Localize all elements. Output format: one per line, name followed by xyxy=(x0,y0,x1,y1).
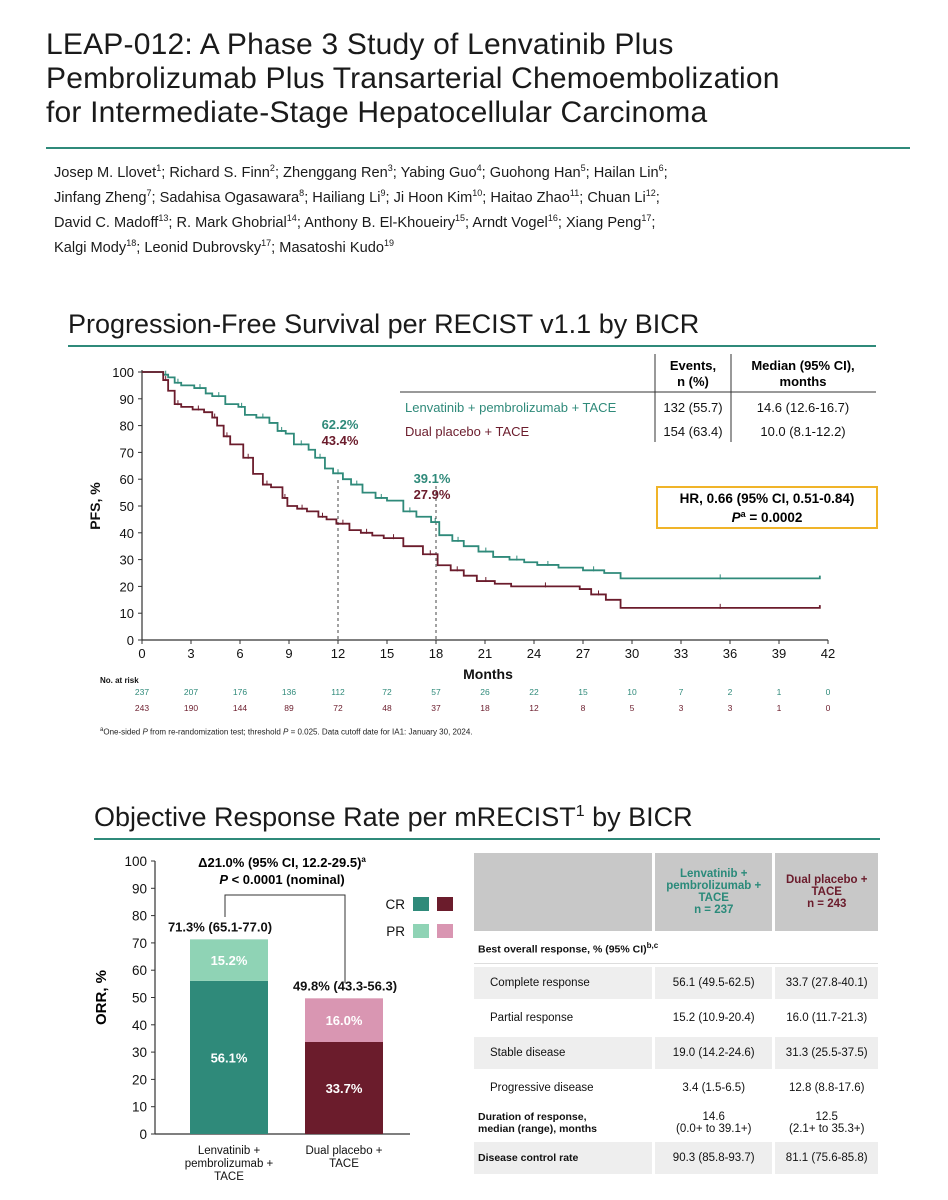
author-separator: ; xyxy=(481,164,490,181)
author-name: David C. Madoff xyxy=(54,214,159,231)
value-lenvatinib: 14.6 (0.0+ to 39.1+) xyxy=(655,1107,772,1139)
orr-section-rule xyxy=(94,838,880,840)
x-tick-label: 6 xyxy=(236,646,244,661)
at-risk-lenvatinib: 7 xyxy=(678,687,684,697)
p-value: = 0.0002 xyxy=(745,510,803,525)
at-risk-lenvatinib: 2 xyxy=(727,687,733,697)
table-header-blank xyxy=(474,853,652,931)
y-tick-label: 10 xyxy=(131,1099,147,1115)
y-tick-label: 70 xyxy=(119,445,134,461)
at-risk-lenvatinib: 237 xyxy=(134,687,150,697)
value-placebo: 16.0 (11.7-21.3) xyxy=(775,1002,878,1034)
author-affiliation: 8 xyxy=(299,187,305,198)
table-row-events: 154 (63.4) xyxy=(663,424,723,439)
author-affiliation: 14 xyxy=(286,212,297,223)
at-risk-lenvatinib: 10 xyxy=(627,687,637,697)
author-name: Xiang Peng xyxy=(565,214,642,231)
at-risk-placebo: 37 xyxy=(431,703,441,713)
author-separator: ; xyxy=(557,214,566,231)
table-header-events: n (%) xyxy=(677,374,709,389)
author-affiliation: 12 xyxy=(645,187,656,198)
table-row-median: 10.0 (8.1-12.2) xyxy=(760,424,846,439)
author-name: Masatoshi Kudo xyxy=(279,239,384,256)
category-label: TACE xyxy=(329,1158,359,1170)
table-header-median: months xyxy=(779,374,827,389)
delta-sup: a xyxy=(361,855,366,864)
p-symbol: P xyxy=(219,872,228,887)
y-tick-label: 80 xyxy=(131,908,147,924)
at-risk-lenvatinib: 72 xyxy=(382,687,392,697)
value-placebo: 12.5 (2.1+ to 35.3+) xyxy=(775,1107,878,1139)
pfs-section-title: Progression-Free Survival per RECIST v1.1 by BICR xyxy=(68,309,700,339)
at-risk-lenvatinib: 26 xyxy=(480,687,490,697)
y-tick-label: 30 xyxy=(131,1045,147,1061)
author-name: Arndt Vogel xyxy=(472,214,548,231)
legend-pr-swatch-placebo xyxy=(437,924,453,938)
author-name: Hailiang Li xyxy=(312,189,381,206)
table-row xyxy=(474,967,878,999)
author-affiliation: 17 xyxy=(261,237,272,248)
category-label: Lenvatinib + xyxy=(197,1145,261,1157)
at-risk-placebo: 190 xyxy=(183,703,199,713)
at-risk-placebo: 243 xyxy=(134,703,150,713)
author-affiliation: 10 xyxy=(472,187,483,198)
table-row-median: 14.6 (12.6-16.7) xyxy=(756,400,850,415)
category-label: TACE xyxy=(214,1171,244,1183)
row-label: Partial response xyxy=(474,1002,652,1034)
author-name: Zhenggang Ren xyxy=(283,164,388,181)
author-name: Yabing Guo xyxy=(400,164,477,181)
table-row xyxy=(474,1002,878,1034)
delta-text xyxy=(198,855,366,870)
at-risk-lenvatinib: 1 xyxy=(776,687,782,697)
author-name: Josep M. Llovet xyxy=(54,164,157,181)
at-risk-lenvatinib: 207 xyxy=(183,687,199,697)
author-separator: ; xyxy=(304,189,313,206)
x-tick-label: 24 xyxy=(526,646,542,661)
at-risk-placebo: 12 xyxy=(529,703,539,713)
pfs-chart xyxy=(0,350,948,725)
table-row xyxy=(474,1072,878,1104)
author-separator: ; xyxy=(579,189,588,206)
author-separator: ; xyxy=(274,164,284,181)
orr-title-main: Objective Response Rate per mRECIST xyxy=(94,802,576,832)
y-tick-label: 100 xyxy=(112,365,134,380)
author-name: Sadahisa Ogasawara xyxy=(159,189,300,206)
y-tick-label: 20 xyxy=(131,1072,147,1088)
x-tick-label: 3 xyxy=(187,646,195,661)
p-symbol: P xyxy=(731,510,741,525)
delta-main: Δ21.0% (95% CI, 12.2-29.5) xyxy=(198,855,362,870)
author-separator: ; xyxy=(271,239,280,256)
at-risk-placebo: 3 xyxy=(678,703,684,713)
landmark-label-placebo: 27.9% xyxy=(413,487,451,502)
table-header-events: Events, xyxy=(669,358,717,373)
author-name: Ji Hoon Kim xyxy=(393,189,473,206)
author-separator: ; xyxy=(168,214,177,231)
author-name: R. Mark Ghobrial xyxy=(176,214,287,231)
author-line xyxy=(54,208,914,233)
y-tick-label: 0 xyxy=(139,1127,147,1142)
y-tick-label: 80 xyxy=(119,418,134,434)
bor-label: Best overall response, % (95% CI)$^{b,c}$ xyxy=(474,934,878,964)
footnote-part: P xyxy=(283,727,289,737)
response-table xyxy=(471,850,881,1177)
row-label: Duration of response, median (range), months xyxy=(474,1107,652,1139)
author-affiliation: 2 xyxy=(269,163,275,173)
hr-text: HR, 0.66 (95% CI, 0.51-0.84) xyxy=(679,491,855,506)
y-tick-label: 60 xyxy=(119,472,134,488)
at-risk-placebo: 8 xyxy=(580,703,586,713)
at-risk-lenvatinib: 22 xyxy=(529,687,539,697)
title-line: for Intermediate-Stage Hepatocellular Carcinoma xyxy=(46,96,708,129)
x-tick-label: 36 xyxy=(722,646,738,661)
author-name: Haitao Zhao xyxy=(490,189,570,206)
author-affiliation: 4 xyxy=(476,163,482,173)
author-affiliation: 9 xyxy=(380,187,386,198)
delta-p-text xyxy=(219,872,344,887)
author-separator: ; xyxy=(296,214,305,231)
bar-label-cr: 56.1% xyxy=(210,1050,248,1066)
author-line xyxy=(54,183,914,208)
at-risk-lenvatinib: 176 xyxy=(232,687,248,697)
value-placebo: 81.1 (75.6-85.8) xyxy=(775,1142,878,1174)
y-tick-label: 30 xyxy=(119,552,134,568)
y-tick-label: 0 xyxy=(126,633,134,648)
orr-title-sup: 1 xyxy=(575,803,585,820)
x-tick-label: 18 xyxy=(428,646,444,661)
table-row xyxy=(474,1037,878,1069)
at-risk-lenvatinib: 0 xyxy=(825,687,831,697)
page-title xyxy=(46,28,926,130)
y-tick-label: 70 xyxy=(131,935,147,951)
table-row-label: Dual placebo + TACE xyxy=(405,424,530,439)
author-affiliation: 15 xyxy=(455,212,466,223)
table-header-placebo: Dual placebo + TACE n = 243 xyxy=(775,853,878,931)
title-rule xyxy=(46,147,910,149)
author-separator: ; xyxy=(663,164,668,181)
footnote-part: = 0.025. Data cutoff date for IA1: January 30, 2024. xyxy=(288,727,473,737)
x-tick-label: 42 xyxy=(820,646,836,661)
author-name: Richard S. Finn xyxy=(169,164,270,181)
bar-label-pr: 15.2% xyxy=(210,953,248,969)
bar-total-label: 49.8% (43.3-56.3) xyxy=(292,978,398,994)
author-affiliation: 7 xyxy=(146,187,152,198)
x-tick-label: 30 xyxy=(624,646,640,661)
author-name: Kalgi Mody xyxy=(54,239,127,256)
legend-cr-swatch-lenvatinib xyxy=(413,897,429,911)
row-label: Stable disease xyxy=(474,1037,652,1069)
at-risk-lenvatinib: 15 xyxy=(578,687,588,697)
x-tick-label: 12 xyxy=(330,646,346,661)
title-line: LEAP-012: A Phase 3 Study of Lenvatinib Plus xyxy=(46,28,674,61)
y-tick-label: 50 xyxy=(119,499,134,514)
author-separator: ; xyxy=(392,164,401,181)
y-tick-label: 50 xyxy=(131,990,147,1006)
y-axis-label: PFS, % xyxy=(87,482,103,530)
row-label: Complete response xyxy=(474,967,652,999)
table-header-median: Median (95% CI), xyxy=(751,358,855,373)
author-separator: ; xyxy=(151,189,160,206)
at-risk-placebo: 1 xyxy=(776,703,782,713)
author-affiliation: 16 xyxy=(547,212,558,223)
at-risk-placebo: 3 xyxy=(727,703,733,713)
author-line xyxy=(54,233,914,258)
footnote-part: P xyxy=(142,727,148,737)
footnote xyxy=(100,727,473,737)
value-lenvatinib: 56.1 (49.5-62.5) xyxy=(655,967,772,999)
at-risk-placebo: 5 xyxy=(629,703,635,713)
table-row-events: 132 (55.7) xyxy=(663,400,723,415)
landmark-label-lenvatinib: 39.1% xyxy=(413,471,451,486)
value-lenvatinib: 90.3 (85.8-93.7) xyxy=(655,1142,772,1174)
bar-total-label: 71.3% (65.1-77.0) xyxy=(167,919,273,935)
row-label: Disease control rate xyxy=(474,1142,652,1174)
at-risk-placebo: 144 xyxy=(232,703,248,713)
legend-cr-label: CR xyxy=(385,897,405,912)
y-tick-label: 10 xyxy=(119,606,134,622)
legend-pr-swatch-lenvatinib xyxy=(413,924,429,938)
author-separator: ; xyxy=(585,164,594,181)
at-risk-placebo: 0 xyxy=(825,703,831,713)
table-row-dor xyxy=(474,1107,878,1139)
category-label: Dual placebo + xyxy=(305,1145,383,1157)
legend-pr-label: PR xyxy=(386,924,405,939)
value-lenvatinib: 15.2 (10.9-20.4) xyxy=(655,1002,772,1034)
x-tick-label: 39 xyxy=(771,646,787,661)
y-tick-label: 90 xyxy=(131,881,147,897)
p-superscript: a xyxy=(740,509,746,519)
orr-title-tail: by BICR xyxy=(584,802,693,832)
landmark-label-lenvatinib: 62.2% xyxy=(321,417,359,432)
author-separator: ; xyxy=(161,164,170,181)
author-name: Guohong Han xyxy=(489,164,581,181)
orr-chart xyxy=(0,845,470,1200)
author-name: Anthony B. El-Khoueiry xyxy=(304,214,456,231)
author-affiliation: 11 xyxy=(569,187,580,198)
author-affiliation: 19 xyxy=(383,237,394,248)
author-affiliation: 18 xyxy=(126,237,137,248)
x-tick-label: 33 xyxy=(673,646,689,661)
x-axis-label: Months xyxy=(463,666,513,682)
author-separator: ; xyxy=(651,214,656,231)
x-tick-label: 27 xyxy=(575,646,591,661)
legend-cr-swatch-placebo xyxy=(437,897,453,911)
author-line xyxy=(54,158,914,183)
footnote-part: a xyxy=(100,727,104,733)
at-risk-title: No. at risk xyxy=(100,676,139,685)
p-value: < 0.0001 (nominal) xyxy=(227,872,345,887)
value-placebo: 12.8 (8.8-17.6) xyxy=(775,1072,878,1104)
y-tick-label: 60 xyxy=(131,963,147,979)
footnote-part: One-sided xyxy=(103,727,143,737)
y-tick-label: 40 xyxy=(119,525,134,541)
author-affiliation: 5 xyxy=(580,163,586,173)
at-risk-lenvatinib: 136 xyxy=(281,687,297,697)
author-affiliation: 6 xyxy=(658,163,664,173)
author-name: Hailan Lin xyxy=(593,164,659,181)
value-placebo: 33.7 (27.8-40.1) xyxy=(775,967,878,999)
author-separator: ; xyxy=(655,189,660,206)
title-line: Pembrolizumab Plus Transarterial Chemoembolization xyxy=(46,62,780,95)
table-header-lenvatinib: Lenvatinib + pembrolizumab + TACE n = 237 xyxy=(655,853,772,931)
at-risk-lenvatinib: 57 xyxy=(431,687,441,697)
value-lenvatinib: 3.4 (1.5-6.5) xyxy=(655,1072,772,1104)
y-tick-label: 100 xyxy=(124,854,147,869)
at-risk-lenvatinib: 112 xyxy=(331,687,345,697)
author-name: Jinfang Zheng xyxy=(54,189,147,206)
x-tick-label: 21 xyxy=(477,646,493,661)
category-label: pembrolizumab + xyxy=(184,1158,274,1170)
author-list xyxy=(54,158,914,257)
y-tick-label: 40 xyxy=(131,1017,147,1033)
x-tick-label: 15 xyxy=(379,646,395,661)
value-placebo: 31.3 (25.5-37.5) xyxy=(775,1037,878,1069)
y-axis-label: ORR, % xyxy=(93,969,110,1026)
x-tick-label: 0 xyxy=(138,646,146,661)
at-risk-placebo: 18 xyxy=(480,703,490,713)
value-lenvatinib: 19.0 (14.2-24.6) xyxy=(655,1037,772,1069)
author-affiliation: 3 xyxy=(387,163,393,173)
row-label: Progressive disease xyxy=(474,1072,652,1104)
author-affiliation: 1 xyxy=(156,163,162,173)
author-affiliation: 17 xyxy=(641,212,652,223)
author-separator: ; xyxy=(465,214,473,231)
landmark-label-placebo: 43.4% xyxy=(321,433,359,448)
bar-label-pr: 16.0% xyxy=(325,1013,363,1029)
at-risk-placebo: 48 xyxy=(382,703,392,713)
author-affiliation: 13 xyxy=(158,212,169,223)
y-tick-label: 20 xyxy=(119,579,134,595)
author-separator: ; xyxy=(136,239,145,256)
y-tick-label: 90 xyxy=(119,391,134,407)
bar-label-cr: 33.7% xyxy=(325,1080,363,1096)
at-risk-placebo: 72 xyxy=(333,703,343,713)
x-tick-label: 9 xyxy=(285,646,293,661)
footnote-part: from re-randomization test; threshold xyxy=(147,727,283,737)
table-row-dcr xyxy=(474,1142,878,1174)
author-separator: ; xyxy=(385,189,394,206)
author-name: Leonid Dubrovsky xyxy=(144,239,262,256)
author-separator: ; xyxy=(482,189,491,206)
pfs-section-rule xyxy=(68,345,876,347)
author-name: Chuan Li xyxy=(587,189,646,206)
at-risk-placebo: 89 xyxy=(284,703,294,713)
orr-section-title xyxy=(94,802,693,833)
table-row-label: Lenvatinib + pembrolizumab + TACE xyxy=(405,400,617,415)
